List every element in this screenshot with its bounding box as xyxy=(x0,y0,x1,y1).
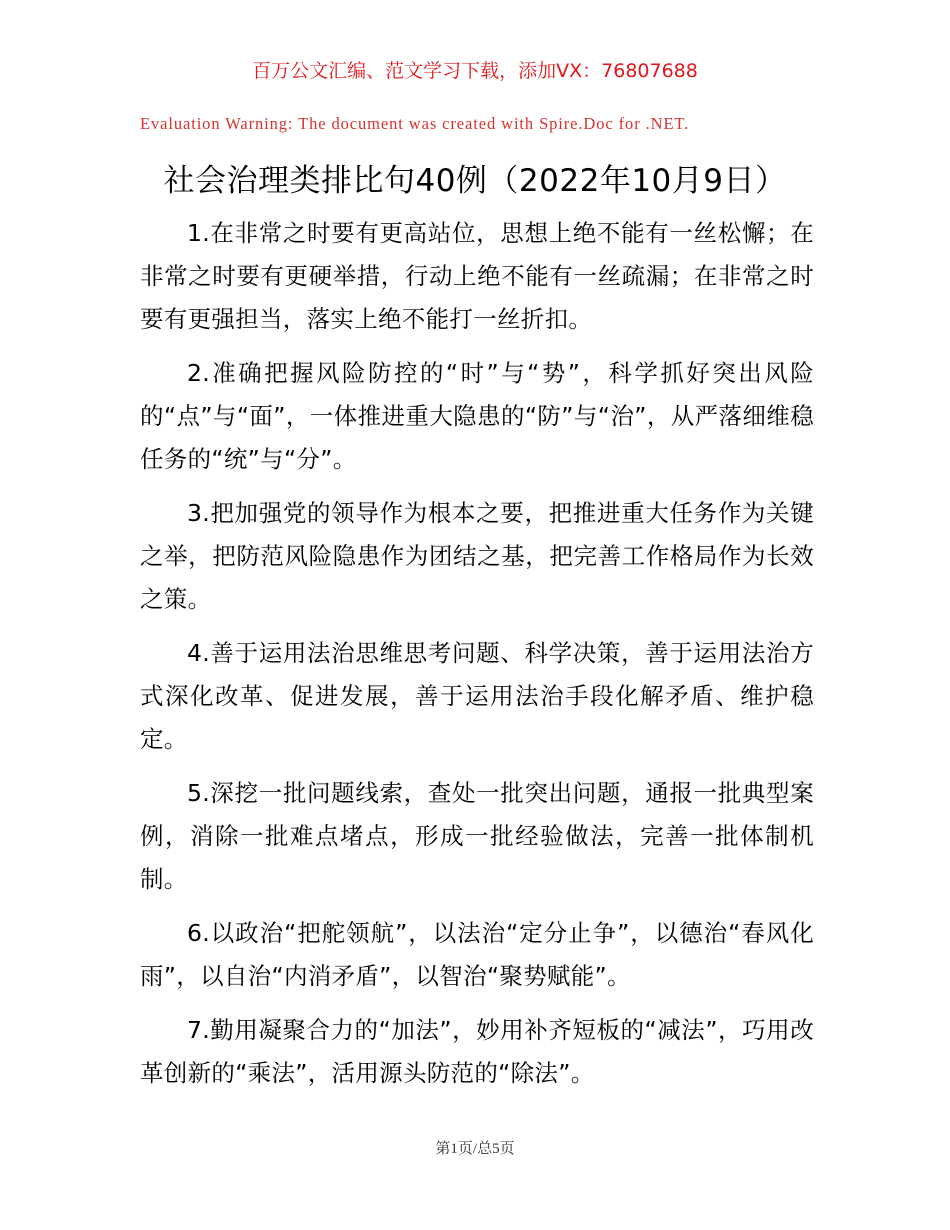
paragraph: 5.深挖一批问题线索，查处一批突出问题，通报一批典型案例，消除一批难点堵点，形成一批经验做法，完善一批体制机制。 xyxy=(140,779,814,893)
document-body xyxy=(140,212,814,1106)
paragraph: 1.在非常之时要有更高站位，思想上绝不能有一丝松懈；在非常之时要有更硬举措，行动上绝不能有一丝疏漏；在非常之时要有更强担当，落实上绝不能打一丝折扣。 xyxy=(140,219,814,333)
evaluation-warning: Evaluation Warning: The document was created with Spire.Doc for .NET. xyxy=(140,114,690,133)
download-banner: 百万公文汇编、范文学习下载，添加VX：76807688 xyxy=(252,60,698,82)
paragraph: 6.以政治“把舵领航”，以法治“定分止争”，以德治“春风化雨”，以自治“内消矛盾”，以智治“聚势赋能”。 xyxy=(140,919,814,990)
document-title: 社会治理类排比句40例（2022年10月9日） xyxy=(163,163,787,199)
page-number: 第1页/总5页 xyxy=(435,1141,515,1157)
paragraph: 2.准确把握风险防控的“时”与“势”，科学抓好突出风险的“点”与“面”，一体推进重大隐患的“防”与“治”，从严落细维稳任务的“统”与“分”。 xyxy=(140,359,814,473)
paragraph: 4.善于运用法治思维思考问题、科学决策，善于运用法治方式深化改革、促进发展，善于运用法治手段化解矛盾、维护稳定。 xyxy=(140,639,814,753)
paragraph: 3.把加强党的领导作为根本之要，把推进重大任务作为关键之举，把防范风险隐患作为团结之基，把完善工作格局作为长效之策。 xyxy=(140,499,814,613)
paragraph: 7.勤用凝聚合力的“加法”，妙用补齐短板的“减法”，巧用改革创新的“乘法”，活用源头防范的“除法”。 xyxy=(140,1016,814,1087)
